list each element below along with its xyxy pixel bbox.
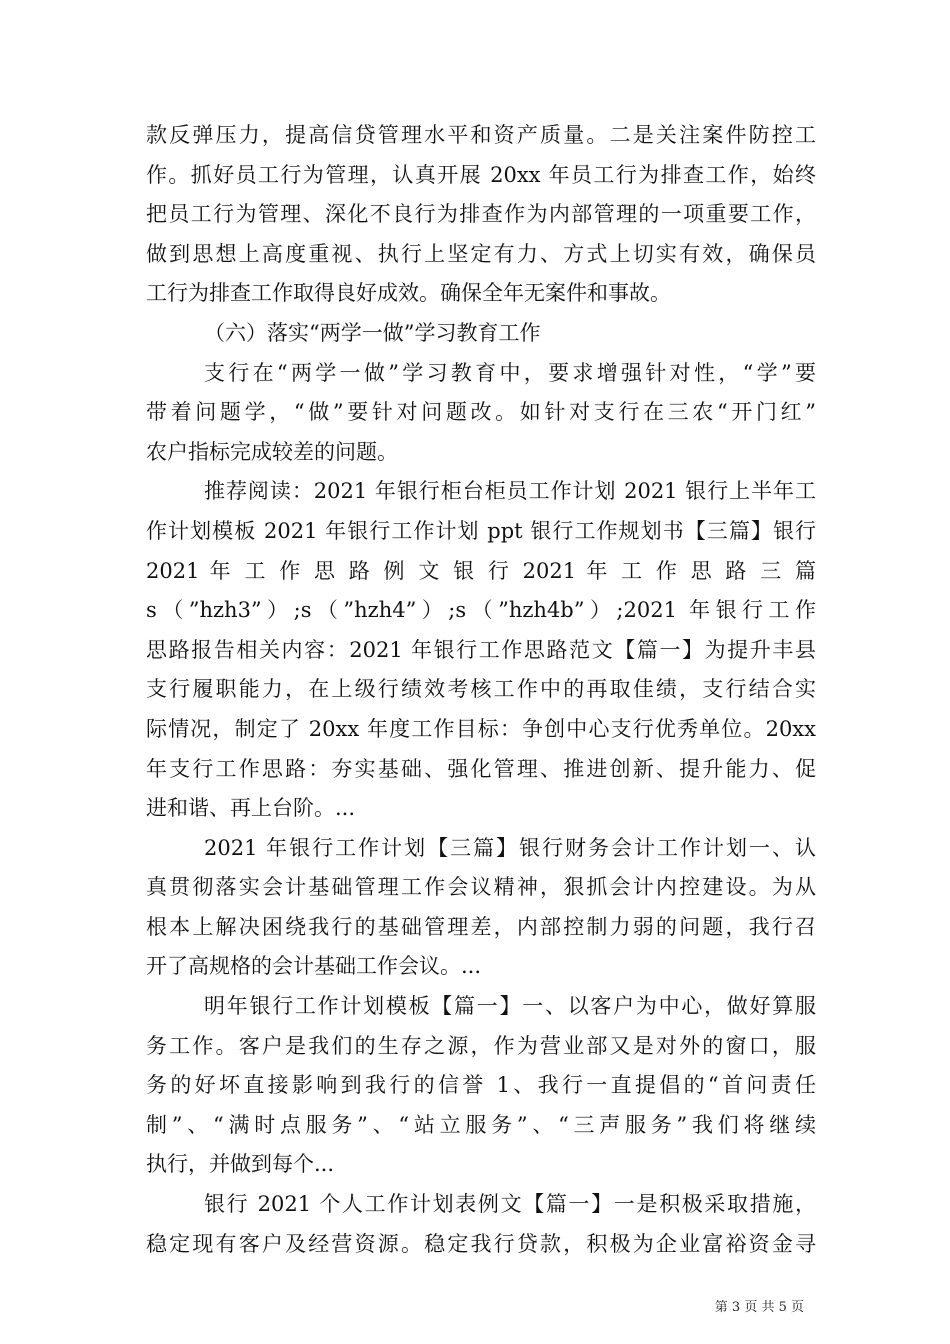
text-line: 思路报告相关内容：2021 年银行工作思路范文【篇一】为提升丰县 — [146, 637, 816, 662]
text-line: 做到思想上高度重视、执行上坚定有力、方式上切实有效，确保员 — [146, 241, 816, 266]
text-line: 开了高规格的会计基础工作会议。... — [146, 954, 482, 979]
text-line: 把员工行为管理、深化不良行为排查作为内部管理的一项重要工作， — [146, 202, 816, 227]
text-line: 明年银行工作计划模板【篇一】一、以客户为中心，做好算服 — [204, 994, 816, 1019]
text-line: 进和谐、再上台阶。... — [146, 796, 356, 821]
text-line: 支行在“两学一做”学习教育中，要求增强针对性，“学”要 — [204, 360, 816, 385]
text-line: 务工作。客户是我们的生存之源，作为营业部又是对外的窗口，服 — [146, 1033, 816, 1058]
text-line: 支行履职能力，在上级行绩效考核工作中的再取佳绩，支行结合实 — [146, 677, 816, 702]
text-line: 银行 2021 个人工作计划表例文【篇一】一是积极采取措施， — [204, 1192, 816, 1217]
text-line: 稳定现有客户及经营资源。稳定我行贷款，积极为企业富裕资金寻 — [146, 1231, 816, 1256]
text-line: 制”、“满时点服务”、“站立服务”、“三声服务”我们将继续 — [146, 1112, 816, 1137]
text-line: 根本上解决困绕我行的基础管理差，内部控制力弱的问题，我行召 — [146, 914, 816, 939]
text-line: 款反弹压力，提高信贷管理水平和资产质量。二是关注案件防控工 — [146, 123, 816, 147]
text-line: 推荐阅读：2021 年银行柜台柜员工作计划 2021 银行上半年工 — [204, 479, 816, 504]
text-line: s（”hzh3”）;s（”hzh4”）;s（”hzh4b”）;2021 年银行工作 — [146, 598, 816, 623]
text-line: 带着问题学，“做”要针对问题改。如针对支行在三农“开门红” — [146, 400, 816, 425]
text-line: 2021 年银行工作计划【三篇】银行财务会计工作计划一、认 — [204, 835, 816, 860]
text-line: （六）落实“两学一做”学习教育工作 — [204, 320, 541, 345]
text-line: 农户指标完成较差的问题。 — [146, 439, 398, 464]
page-number: 第 3 页 共 5 页 — [714, 1300, 804, 1315]
text-line: 务的好坏直接影响到我行的信誉 1、我行一直提倡的“首问责任 — [146, 1073, 816, 1098]
text-line: 年支行工作思路：夯实基础、强化管理、推进创新、提升能力、促 — [146, 756, 816, 781]
text-line: 际情况，制定了 20xx 年度工作目标：争创中心支行优秀单位。20xx — [146, 716, 816, 741]
text-line: 作。抓好员工行为管理，认真开展 20xx 年员工行为排查工作，始终 — [146, 162, 816, 187]
text-line: 作计划模板 2021 年银行工作计划 ppt 银行工作规划书【三篇】银行 — [146, 518, 816, 543]
text-line: 真贯彻落实会计基础管理工作会议精神，狠抓会计内控建设。为从 — [146, 875, 816, 900]
text-line: 执行，并做到每个... — [146, 1152, 335, 1177]
text-line: 工行为排查工作取得良好成效。确保全年无案件和事故。 — [146, 281, 671, 306]
text-line: 2021 年 工 作 思 路 例 文 银 行 2021 年 工 作 思 路 三 篇 — [146, 558, 816, 583]
document-body — [146, 116, 816, 1264]
